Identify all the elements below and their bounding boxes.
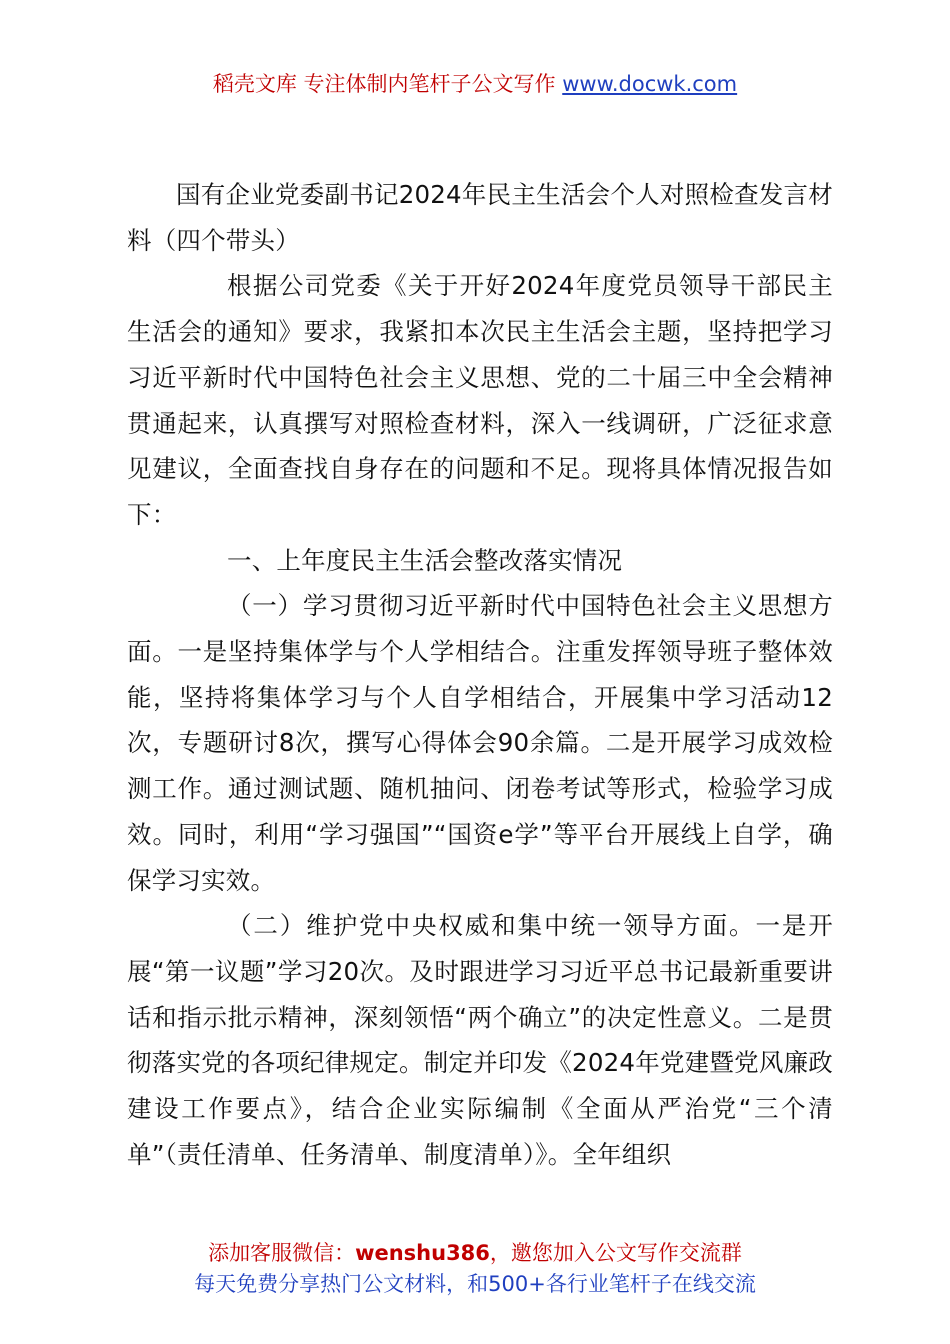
footer-contact-line: [0, 1238, 950, 1269]
footer-contact-suffix: ，邀您加入公文写作交流群: [489, 1241, 742, 1265]
page-header: [0, 68, 950, 100]
page-footer: [0, 1238, 950, 1300]
document-title: 国有企业党委副书记2024年民主生活会个人对照检查发言材料（四个带头）: [127, 180, 833, 255]
document-body: [127, 172, 833, 1177]
footer-contact-prefix: 添加客服微信：: [208, 1241, 356, 1265]
footer-share-line: 每天免费分享热门公文材料，和500+各行业笔杆子在线交流: [194, 1272, 756, 1296]
section-heading-1: 一、上年度民主生活会整改落实情况: [227, 545, 623, 575]
header-brand: 稻壳文库 专注体制内笔杆子公文写作: [212, 72, 556, 96]
paragraph-section-1-1: （一）学习贯彻习近平新时代中国特色社会主义思想方面。一是坚持集体学与个人学相结合。注重发挥领导班子整体效能，坚持将集体学习与个人自学相结合，开展集中学习活动12次，专题研讨8次，撰写心得体会90余篇。二是开展学习成效检测工作。通过测试题、随机抽问、闭卷考试等形式，检验学习成效。同时，利用“学习强国”“国资e学”等平台开展线上自学，确保学习实效。: [127, 591, 833, 895]
paragraph-intro: 根据公司党委《关于开好2024年度党员领导干部民主生活会的通知》要求，我紧扣本次民主生活会主题，坚持把学习习近平新时代中国特色社会主义思想、党的二十届三中全会精神贯通起来，认真撰写对照检查材料，深入一线调研，广泛征求意见建议，全面查找自身存在的问题和不足。现将具体情况报告如下：: [127, 271, 833, 529]
header-url-link[interactable]: www.docwk.com: [562, 72, 738, 96]
paragraph-section-1-2: （二）维护党中央权威和集中统一领导方面。一是开展“第一议题”学习20次。及时跟进学习习近平总书记最新重要讲话和指示批示精神，深刻领悟“两个确立”的决定性意义。二是贯彻落实党的各项纪律规定。制定并印发《2024年党建暨党风廉政建设工作要点》，结合企业实际编制《全面从严治党“三个清单”（责任清单、任务清单、制度清单）》。全年组织: [127, 911, 833, 1169]
footer-wechat-id: wenshu386: [355, 1241, 490, 1265]
